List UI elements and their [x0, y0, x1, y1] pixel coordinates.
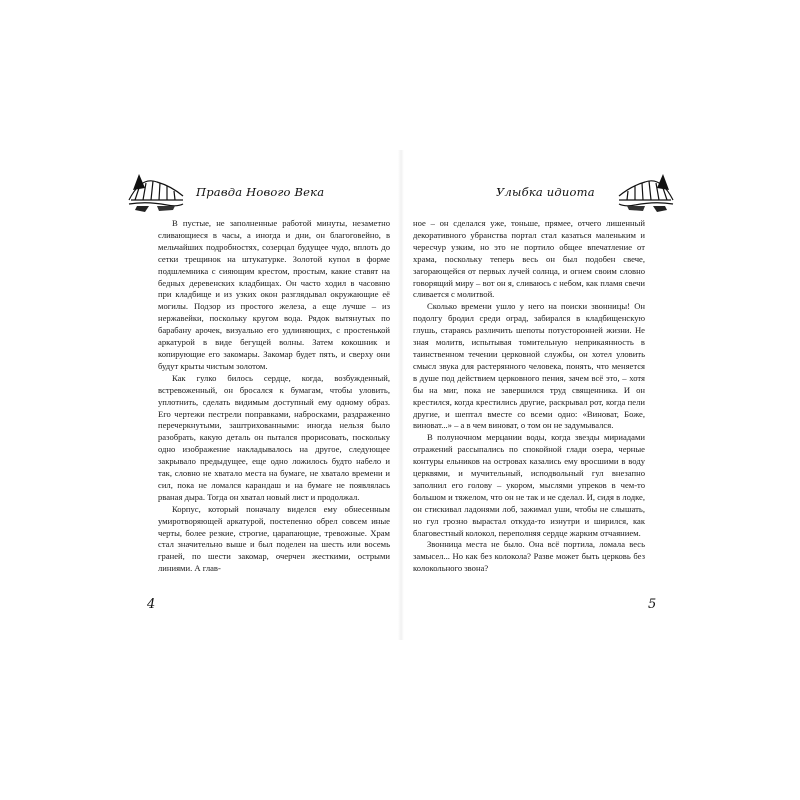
- paragraph: ное – он сделался уже, тоньше, прямее, отчего лишенный декоративного убранства портал стал казаться маленьким и чересчур узким, но это не портило общее впечатление от храма, поскольку теперь весь он был подобен свече, загорающейся от первых лучей солнца, и огнем своим словно говорящий миру – вот он я, сливаюсь с небом, как пламя свечи сливается с молитвой.: [413, 218, 645, 300]
- bridge-sketch-icon: [617, 170, 675, 214]
- paragraph: Как гулко билось сердце, когда, возбужденный, встревоженный, он бросался к бумагам, чтобы уловить, уплотнить, сделать видимым доступный ему одному образ. Его чертежи пестрели поправками, набросками, раздраженно перечеркнутыми, заштрихованными: иногда нельзя было разобрать, какую деталь он пытался прорисовать, поскольку одно изображение накладывалось на другое, следующее закрывало предыдущее, еще одно ложилось будто набело и так, словно не хватало места на бумаге, не хватало времени и сил, пока не ломался карандаш и на бумаге не появлялась рваная дыра. Тогда он хватал новый лист и продолжал.: [158, 372, 390, 502]
- book-gutter: [398, 150, 404, 640]
- paragraph: Звонница места не было. Она всё портила, ломала весь замысел... Но как без колокола? Разве может быть церковь без колокольного звона?: [413, 539, 645, 574]
- right-running-head: Улыбка идиота: [496, 185, 595, 199]
- paragraph: В пустые, не заполненные работой минуты, незаметно сливающиеся в часы, а иногда и дни, он благоговейно, в мельчайших подробностях, созерцал будущее чудо, вплоть до сетки трещинок на штукатурке. Золотой купол в форме подшлемника с сияющим крестом, простым, какие ставят на бедных деревенских кладбищах. Он часто ходил в часовню при кладбище и из узких окон разглядывал окружающие её могилы. Подзор из простого железа, а еще лучше – из нержавейки, поскольку кругом вода. Рядок вытянутых по барабану арочек, визуально его удлиняющих, с простенькой аркатурой в виде бегущей волны. Затем кокошник и копирующие его закомары. Закомар будет пять, и сверху они будут крыты чистым золотом.: [158, 218, 390, 371]
- left-page-number: 4: [147, 597, 156, 612]
- paragraph: Корпус, который поначалу виделся ему обнесенным умиротворяющей аркатурой, постепенно обрел совсем иные черты, более резкие, строгие, царапающие, тревожные. Храм стал значительно выше и был поделен на шесть или восемь граней, по шести закомар, очерчен жесткими, острыми линиями. А глав-: [158, 503, 390, 574]
- right-page-body: [413, 218, 645, 575]
- paragraph: Сколько времени ушло у него на поиски звонницы! Он подолгу бродил среди оград, забирался в кладбищенскую глушь, стараясь различить шепоты потусторонней жизни. Не зная молитв, испытывая томительную неприкаянность в таинственном течении церковной службы, он хотел уловить смысл звука для растерянного человека, понять, что меняется в душе под действием церковного пения, зачем всё это, – хотя бы на миг, пока не завершился труд священника. И он крестился, когда крестились другие, раскрывал рот, когда пели другие, и шептал вместе со всеми одно: «Виноват, Боже, виноват...» – а в чем виноват, о том он не задумывался.: [413, 301, 645, 431]
- bridge-sketch-icon: [127, 170, 185, 214]
- right-page-number: 5: [648, 597, 657, 612]
- left-page-body: [158, 218, 390, 575]
- left-running-head: Правда Нового Века: [196, 185, 325, 199]
- paragraph: В полуночном мерцании воды, когда звезды мириадами отражений рассыпались по спокойной глади озера, черные контуры ельников на островах казались ему вросшими в воду церквями, и мучительный, исподвольный гул внезапно заполнил его голову – укором, мыслями упреков в чем-то большом и тяжелом, что он не так и не сделал. И, сидя в лодке, он стискивал ладонями лоб, зажимал уши, чтобы не слышать, но гул грозно вырастал откуда-то изнутри и ширился, как благовестный колокол, переполняя сердце жарким отчаянием.: [413, 432, 645, 538]
